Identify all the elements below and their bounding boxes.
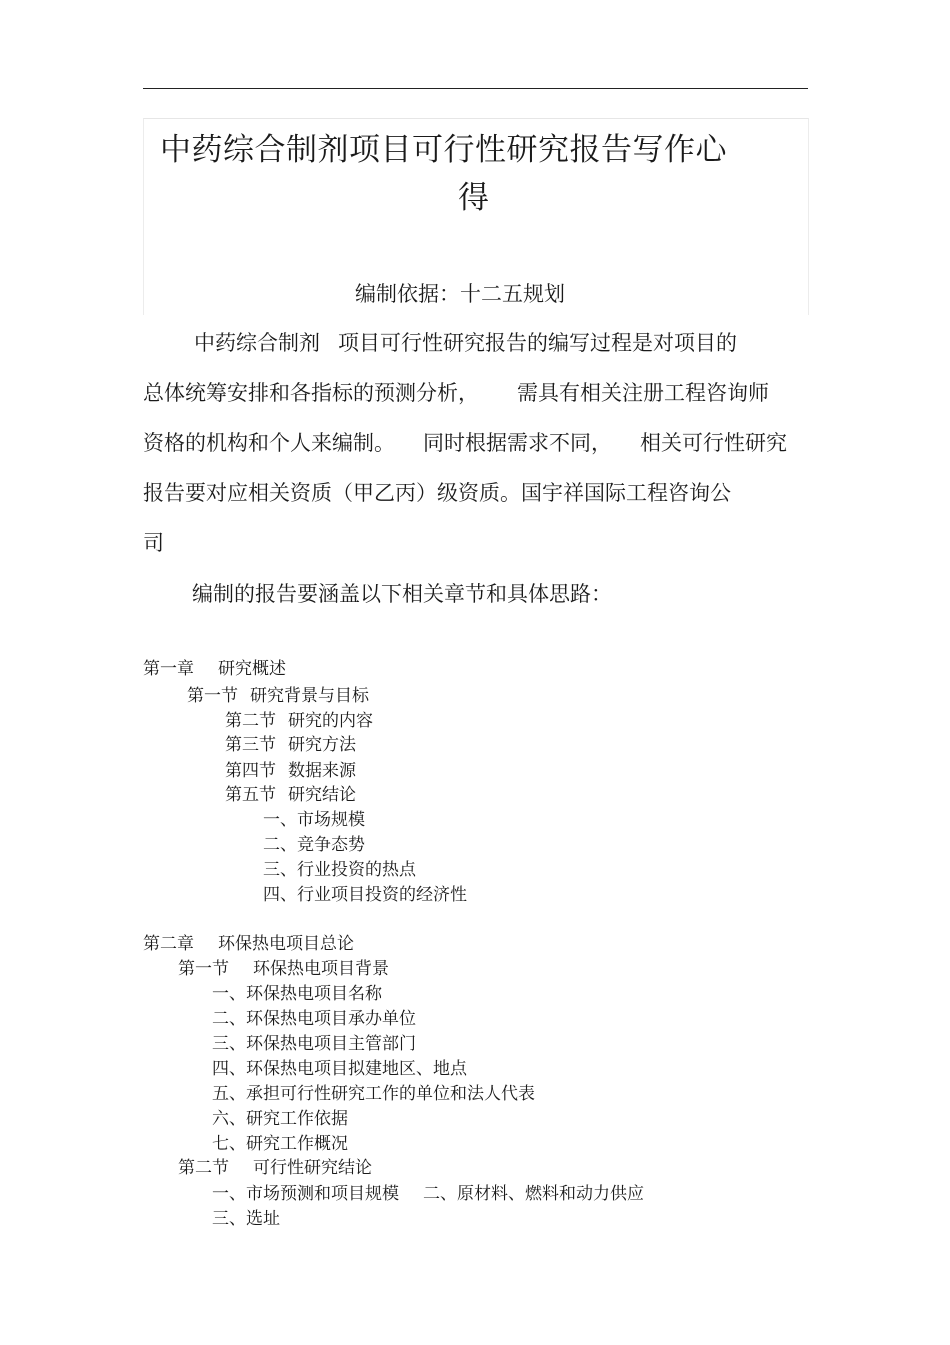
toc-section-label: 第一节 [178,959,229,979]
toc-ch2-section-2 [178,1153,372,1178]
toc-section-title: 研究的内容 [288,711,373,731]
toc-section-label: 第一节 [187,686,238,706]
toc-chapter-label: 第一章 [143,659,194,679]
toc-ch2-item: 一、市场预测和项目规模 [212,1184,399,1204]
toc-chapter-title: 研究概述 [218,659,286,679]
toc-ch2-item: 一、环保热电项目名称 [212,984,382,1004]
toc-section-label: 第二节 [178,1158,229,1178]
toc-chapter-label: 第二章 [143,934,194,954]
doc-title-line-1: 中药综合制剂项目可行性研究报告写作心 [160,132,727,168]
toc-section-title: 研究背景与目标 [250,686,369,706]
toc-section-title: 可行性研究结论 [253,1158,372,1178]
doc-title-line-2: 得 [458,180,490,216]
toc-ch1-item: 一、市场规模 [263,810,365,830]
intro-product: 中药综合制剂 [194,331,320,355]
toc-ch2-section-1 [178,954,389,979]
top-rule [143,88,808,89]
toc-section-title: 研究结论 [288,785,356,805]
intro-line-1-rest: 项目可行性研究报告的编写过程是对项目的 [338,331,737,355]
toc-section-title: 研究方法 [288,735,356,755]
toc-ch2-item: 三、选址 [212,1209,280,1229]
toc-ch1-section-5 [225,780,356,805]
intro-line-3-a: 资格的机构和个人来编制。 [143,431,395,455]
intro-line-2-b: 需具有相关注册工程咨询师 [517,381,769,405]
toc-ch1-item: 三、行业投资的热点 [263,860,416,880]
toc-section-label: 第二节 [225,711,276,731]
toc-section-title: 环保热电项目背景 [253,959,389,979]
toc-lead: 编制的报告要涵盖以下相关章节和具体思路： [192,582,612,606]
toc-ch1-item: 四、行业项目投资的经济性 [263,885,467,905]
intro-line-3-c: 相关可行性研究 [640,431,787,455]
toc-ch2-item: 三、环保热电项目主管部门 [212,1034,416,1054]
intro-line-4: 报告要对应相关资质（甲乙丙）级资质。国宇祥国际工程咨询公 [143,481,731,505]
intro-line-2 [143,377,769,407]
intro-line-3 [143,427,787,457]
intro-line-1 [194,327,737,357]
toc-ch1-section-1 [187,681,369,706]
toc-chapter-1 [143,654,286,679]
intro-line-5: 司 [143,531,164,555]
toc-ch1-item: 二、竞争态势 [263,835,365,855]
intro-line-3-b: 同时根据需求不同， [423,431,612,455]
toc-section-title: 数据来源 [288,761,356,781]
toc-section-label: 第三节 [225,735,276,755]
toc-ch1-section-2 [225,706,373,731]
toc-ch1-section-3 [225,730,356,755]
toc-ch2-item: 二、原材料、燃料和动力供应 [423,1184,644,1204]
toc-ch2-item: 六、研究工作依据 [212,1109,348,1129]
toc-chapter-title: 环保热电项目总论 [218,934,354,954]
toc-ch2-item: 七、研究工作概况 [212,1134,348,1154]
toc-ch2-item: 四、环保热电项目拟建地区、地点 [212,1059,467,1079]
toc-ch2-item: 二、环保热电项目承办单位 [212,1009,416,1029]
toc-section-label: 第五节 [225,785,276,805]
intro-line-2-a: 总体统筹安排和各指标的预测分析， [143,381,479,405]
toc-ch2-item: 五、承担可行性研究工作的单位和法人代表 [212,1084,535,1104]
toc-section-label: 第四节 [225,761,276,781]
toc-ch2-s2-line-1 [212,1179,644,1204]
compile-basis: 编制依据：十二五规划 [355,282,565,306]
toc-ch1-section-4 [225,756,356,781]
toc-chapter-2 [143,929,354,954]
